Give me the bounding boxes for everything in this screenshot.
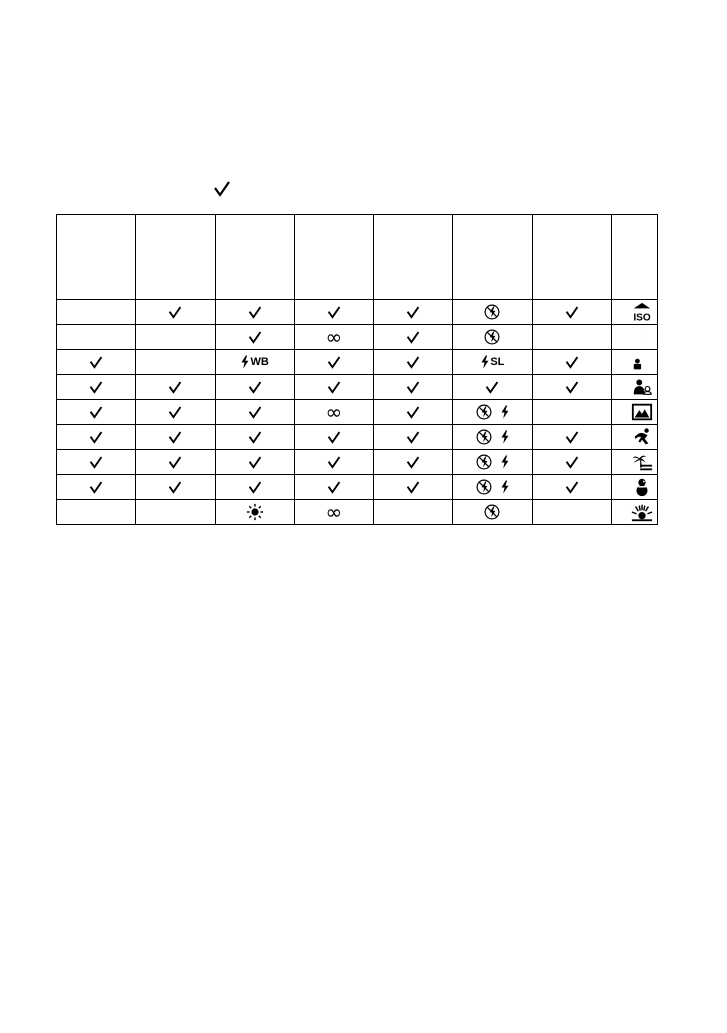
- flash-bolt-icon: [480, 355, 489, 369]
- scene-icon-cell: [611, 350, 657, 375]
- check-icon: [248, 481, 262, 494]
- flash-off-icon: [476, 429, 492, 445]
- table-cell: [294, 475, 373, 500]
- header-cell: [215, 215, 294, 300]
- flash-on-icon: [500, 455, 509, 469]
- check-icon: [327, 356, 341, 369]
- table-cell: [532, 400, 611, 425]
- check-icon: [327, 481, 341, 494]
- scene-icon-cell: [611, 425, 657, 450]
- table-cell: [453, 400, 532, 425]
- flash-off-icon: [476, 479, 492, 495]
- table-cell: [453, 450, 532, 475]
- check-icon: [89, 481, 103, 494]
- fast-shutter-sports-icon: [631, 426, 653, 448]
- table-cell: [136, 475, 215, 500]
- flash-white-balance: [240, 355, 268, 369]
- flash-off-icon: [484, 504, 500, 520]
- check-icon: [327, 431, 341, 444]
- scene-icon-cell: [611, 325, 657, 350]
- fireworks-icon: [631, 501, 653, 523]
- scene-icon-cell: [611, 375, 657, 400]
- table-cell: [136, 375, 215, 400]
- flash-white-balance-label: WB: [250, 356, 269, 368]
- check-icon: [89, 356, 103, 369]
- table-row: [57, 325, 658, 350]
- table-cell: [532, 325, 611, 350]
- table-cell: [374, 475, 453, 500]
- check-icon: [406, 456, 420, 469]
- table-cell: [57, 425, 136, 450]
- check-icon: [565, 306, 579, 319]
- table-cell: [294, 425, 373, 450]
- check-icon: [89, 456, 103, 469]
- table-cell: [374, 500, 453, 525]
- table-cell: [294, 350, 373, 375]
- check-icon: [565, 431, 579, 444]
- check-icon: [248, 406, 262, 419]
- check-icon: [406, 331, 420, 344]
- slow-synchro-flash-label: SL: [490, 356, 505, 368]
- table-cell: [57, 450, 136, 475]
- table-cell: [215, 325, 294, 350]
- soft-snap-portrait-icon: [631, 376, 653, 398]
- table-row: [57, 400, 658, 425]
- table-cell: [136, 325, 215, 350]
- check-icon: [565, 356, 579, 369]
- table-cell: [215, 400, 294, 425]
- header-cell: [57, 215, 136, 300]
- table-cell: [57, 350, 136, 375]
- check-icon: [89, 431, 103, 444]
- table-cell: [215, 350, 294, 375]
- table-cell: [453, 500, 532, 525]
- table-cell: [453, 300, 532, 325]
- table-cell: [294, 450, 373, 475]
- infinity-focus-icon: ∞: [325, 325, 343, 349]
- high-sensitivity-iso-icon: [631, 301, 653, 323]
- check-icon: [406, 481, 420, 494]
- flash-off-icon: [484, 329, 500, 345]
- header-cell: [611, 215, 657, 300]
- table-cell: [294, 400, 373, 425]
- table-cell: [294, 300, 373, 325]
- twilight-portrait-icon: [631, 351, 653, 373]
- table-cell: [136, 350, 215, 375]
- check-icon: [327, 381, 341, 394]
- snow-icon: [631, 476, 653, 498]
- table-cell: [57, 400, 136, 425]
- twilight-moon-icon: [631, 326, 653, 348]
- header-cell: [294, 215, 373, 300]
- table-cell: [294, 325, 373, 350]
- table-cell: [57, 475, 136, 500]
- table-cell: [532, 350, 611, 375]
- check-icon: [213, 181, 231, 197]
- scene-icon-cell: [611, 450, 657, 475]
- table-cell: [453, 325, 532, 350]
- flash-off-icon: [484, 304, 500, 320]
- flash-off-icon: [476, 454, 492, 470]
- header-cell: [453, 215, 532, 300]
- table-cell: [294, 500, 373, 525]
- scene-icon-cell: [611, 500, 657, 525]
- table-cell: [374, 375, 453, 400]
- header-cell: [136, 215, 215, 300]
- table-cell: [374, 350, 453, 375]
- scene-icon-cell: [611, 400, 657, 425]
- svg-text:ISO: ISO: [633, 312, 651, 323]
- table-cell: [532, 375, 611, 400]
- check-icon: [406, 381, 420, 394]
- scene-function-table: [56, 214, 658, 525]
- check-icon: [406, 406, 420, 419]
- flash-off-icon: [476, 404, 492, 420]
- check-icon: [168, 431, 182, 444]
- table-cell: [532, 300, 611, 325]
- check-icon: [248, 306, 262, 319]
- daylight-white-balance-icon: [246, 503, 264, 521]
- check-icon: [485, 381, 499, 394]
- check-icon: [89, 406, 103, 419]
- check-icon: [168, 481, 182, 494]
- check-icon: [327, 306, 341, 319]
- slow-synchro-flash: [480, 355, 504, 369]
- check-icon: [565, 381, 579, 394]
- scene-icon-cell: [611, 300, 657, 325]
- landscape-icon: [631, 401, 653, 423]
- header-cell: [374, 215, 453, 300]
- table-cell: [136, 300, 215, 325]
- table-cell: [532, 500, 611, 525]
- check-icon: [406, 431, 420, 444]
- table-cell: [136, 500, 215, 525]
- table-header-row: [57, 215, 658, 300]
- check-icon: [168, 381, 182, 394]
- table-row: [57, 475, 658, 500]
- table-row: [57, 300, 658, 325]
- table-cell: [453, 475, 532, 500]
- table-row: [57, 350, 658, 375]
- check-icon: [565, 456, 579, 469]
- table-cell: [57, 375, 136, 400]
- table-cell: [136, 425, 215, 450]
- table-cell: [532, 450, 611, 475]
- table-cell: [136, 400, 215, 425]
- table-cell: [57, 500, 136, 525]
- beach-icon: [631, 451, 653, 473]
- table-row: [57, 450, 658, 475]
- table-cell: [215, 425, 294, 450]
- table-cell: [374, 400, 453, 425]
- scene-icon-cell: [611, 475, 657, 500]
- check-icon: [327, 456, 341, 469]
- flash-on-icon: [500, 480, 509, 494]
- table-row: [57, 500, 658, 525]
- table-cell: [532, 475, 611, 500]
- check-icon: [565, 481, 579, 494]
- table-cell: [215, 300, 294, 325]
- check-icon: [248, 456, 262, 469]
- table-cell: [215, 375, 294, 400]
- infinity-focus-icon: ∞: [325, 500, 343, 524]
- check-icon: [168, 406, 182, 419]
- check-icon: [406, 306, 420, 319]
- table-cell: [374, 325, 453, 350]
- table-cell: [215, 450, 294, 475]
- flash-on-icon: [500, 405, 509, 419]
- check-icon: [168, 456, 182, 469]
- table-row: [57, 375, 658, 400]
- check-icon: [168, 306, 182, 319]
- infinity-focus-icon: ∞: [325, 400, 343, 424]
- flash-on-icon: [500, 430, 509, 444]
- table-cell: [453, 425, 532, 450]
- table-cell: [374, 425, 453, 450]
- table-cell: [57, 300, 136, 325]
- check-icon: [248, 331, 262, 344]
- table-cell: [374, 300, 453, 325]
- table-cell: [453, 350, 532, 375]
- table-row: [57, 425, 658, 450]
- flash-bolt-icon: [240, 355, 249, 369]
- check-icon: [406, 356, 420, 369]
- table-cell: [374, 450, 453, 475]
- table-cell: [136, 450, 215, 475]
- check-icon: [248, 431, 262, 444]
- table-cell: [215, 475, 294, 500]
- table-cell: [57, 325, 136, 350]
- table-cell: [453, 375, 532, 400]
- header-cell: [532, 215, 611, 300]
- table-cell: [294, 375, 373, 400]
- table-cell: [215, 500, 294, 525]
- check-icon: [248, 381, 262, 394]
- table-cell: [532, 425, 611, 450]
- check-icon: [89, 381, 103, 394]
